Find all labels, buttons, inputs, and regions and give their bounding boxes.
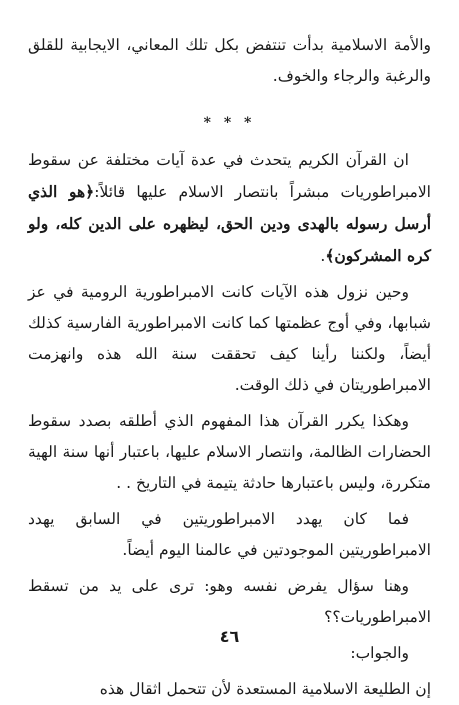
quran-verse: ﴿هو الذي أرسل رسوله بالهدى ودين الحق، ليظهره على الدين كله، ولو كره المشركون﴾ <box>28 182 431 265</box>
paragraph-6: وهنا سؤال يفرض نفسه وهو: ترى على يد من تسقط الامبراطوريات؟؟ <box>28 577 431 626</box>
page-number: ٤٦ <box>219 627 240 646</box>
paragraph-5: فما كان يهدد الامبراطوريتين في السابق يهدد الامبراطوريتين الموجودتين في عالمنا اليوم أيضاً. <box>28 510 431 559</box>
paragraph-7: والجواب: <box>350 644 409 662</box>
paragraph-3: وحين نزول هذه الآيات كانت الامبراطورية الرومية في عز شبابها، وفي أوج عظمتها كما كانت الامبراطورية الفارسية كذلك أيضاً، ولكننا رأينا كيف تحققت سنة الله هذه وانهزمت الامبراطوريتان في ذلك الوقت. <box>28 283 431 394</box>
page-body <box>28 30 431 705</box>
paragraph-2-text: ان القرآن الكريم يتحدث في عدة آيات مختلفة عن سقوط الامبراطوريات مبشراً بانتصار الاسلام عليها قائلاً: <box>28 151 431 201</box>
paragraph-2-end: . <box>320 247 326 265</box>
paragraph-4: وهكذا يكرر القرآن هذا المفهوم الذي أطلقه بصدد سقوط الحضارات الظالمة، وانتصار الاسلام عليها، باعتبار أنها سنة الهية متكررة، وليس باعتبارها حادثة يتيمة في التاريخ . . <box>28 412 431 492</box>
paragraph-2 <box>28 145 431 272</box>
paragraph-8: إن الطليعة الاسلامية المستعدة لأن تتحمل اثقال هذه <box>99 680 431 698</box>
paragraph-1: والأمة الاسلامية بدأت تنتفض بكل تلك المعاني، الايجابية للقلق والرغبة والرجاء والخوف. <box>28 36 431 85</box>
section-separator: * * * <box>203 115 256 131</box>
